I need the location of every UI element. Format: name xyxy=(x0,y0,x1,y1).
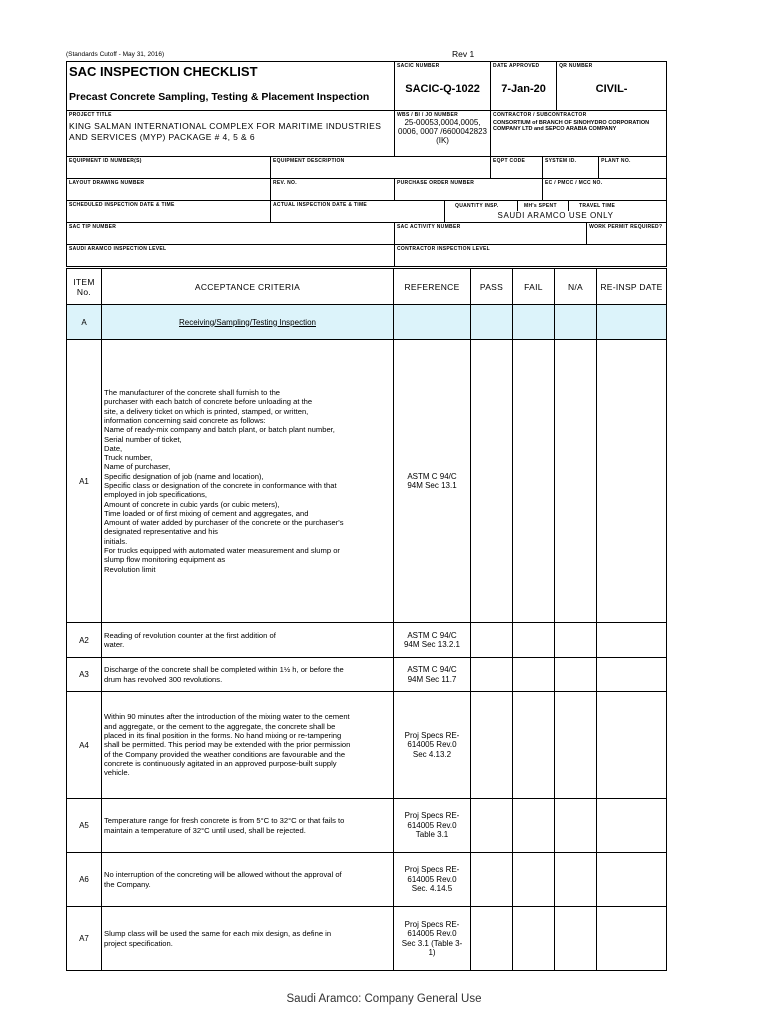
table-row xyxy=(67,907,667,971)
saudi-aramco-use-cell xyxy=(445,200,667,222)
layout-drawing-cell xyxy=(67,178,271,200)
table-row xyxy=(67,853,667,907)
checklist-subtitle: Precast Concrete Sampling, Testing & Placement Inspection xyxy=(69,90,370,103)
item-number: A2 xyxy=(67,623,102,658)
rev-no-cell xyxy=(271,178,395,200)
sac-activity-label: SAC ACTIVITY NUMBER xyxy=(397,223,461,230)
reference: Proj Specs RE- 614005 Rev.0 Sec 3.1 (Table 3- 1) xyxy=(394,907,471,971)
sched-inspection-label: SCHEDULED INSPECTION DATE & TIME xyxy=(69,201,175,208)
po-number-cell xyxy=(395,178,543,200)
re-insp-date-cell[interactable] xyxy=(597,799,667,853)
qr-number-label: QR NUMBER xyxy=(559,63,593,69)
reference: Proj Specs RE- 614005 Rev.0 Table 3.1 xyxy=(394,799,471,853)
revision: Rev 1 xyxy=(452,49,475,59)
item-number: A1 xyxy=(67,340,102,623)
re-insp-date-cell[interactable] xyxy=(597,853,667,907)
mh-spent-label: MH's SPENT xyxy=(517,201,568,211)
reference: ASTM C 94/C 94M Sec 11.7 xyxy=(394,658,471,692)
col-pass: PASS xyxy=(471,269,513,305)
project-title-label: PROJECT TITLE xyxy=(69,111,112,118)
table-row xyxy=(67,658,667,692)
equipment-id-label: EQUIPMENT ID NUMBER(S) xyxy=(69,157,142,164)
item-number: A7 xyxy=(67,907,102,971)
subtitle-cell xyxy=(67,82,395,110)
sacic-number-label: SACIC NUMBER xyxy=(397,63,440,69)
equipment-desc-label: EQUIPMENT DESCRIPTION xyxy=(273,157,345,164)
acceptance-criteria: The manufacturer of the concrete shall furnish to the purchaser with each batch of concrete before unloading at the site, a delivery ticket on which is printed, stamped, or written, information concerning said concrete as follows: Name of ready-mix company and batch plant, or batch plant number, Serial number of ticket, Date, Truck number, Name of purchaser, Specific designation of job (name and location), Specific class or designation of the concrete in conformance with that employed in job specifications, Amount of concrete in cubic yards (or cubic meters), Time loaded or of first mixing of cement and aggregates, and Amount of water added by purchaser of the concrete or the purchaser's designated representative and his initials. For trucks equipped with automated water measurement and slump or slump flow monitoring equipment as Revolution limit xyxy=(102,340,394,623)
sa-inspection-level-label: SAUDI ARAMCO INSPECTION LEVEL xyxy=(69,245,167,252)
wbs-value: 25-00053,0004,0005, 0006, 0007 /6600042823 (IK) xyxy=(398,117,488,145)
col-acceptance-criteria: ACCEPTANCE CRITERIA xyxy=(102,269,394,305)
header-table xyxy=(66,61,667,267)
item-number: A3 xyxy=(67,658,102,692)
project-title-cell xyxy=(67,110,395,156)
na-cell[interactable] xyxy=(555,658,597,692)
na-cell[interactable] xyxy=(555,623,597,658)
acceptance-criteria: Reading of revolution counter at the first addition of water. xyxy=(102,623,394,658)
reference: ASTM C 94/C 94M Sec 13.1 xyxy=(394,340,471,623)
re-insp-date-cell[interactable] xyxy=(597,907,667,971)
sacic-number-cell xyxy=(395,62,491,111)
fail-cell[interactable] xyxy=(513,692,555,799)
work-permit-label: WORK PERMIT REQUIRED? xyxy=(589,223,663,230)
pass-cell[interactable] xyxy=(471,340,513,623)
date-approved: 7-Jan-20 xyxy=(501,83,546,95)
fail-cell[interactable] xyxy=(513,853,555,907)
re-insp-date-cell[interactable] xyxy=(597,658,667,692)
pass-cell[interactable] xyxy=(471,907,513,971)
plant-no-label: PLANT NO. xyxy=(601,157,631,164)
contractor-inspection-level-label: CONTRACTOR INSPECTION LEVEL xyxy=(397,245,491,252)
rev-no-label: REV. NO. xyxy=(273,179,297,186)
re-insp-date-cell[interactable] xyxy=(597,340,667,623)
na-cell[interactable] xyxy=(555,853,597,907)
pass-cell[interactable] xyxy=(471,623,513,658)
pass-cell[interactable] xyxy=(471,799,513,853)
contractor-label: CONTRACTOR / SUBCONTRACTOR xyxy=(493,111,587,118)
fail-cell[interactable] xyxy=(513,907,555,971)
col-fail: FAIL xyxy=(513,269,555,305)
wbs-label: WBS / BI / JO NUMBER xyxy=(397,111,459,118)
section-row xyxy=(67,305,667,340)
table-row xyxy=(67,692,667,799)
col-na: N/A xyxy=(555,269,597,305)
eqpt-code-label: EQPT CODE xyxy=(493,157,526,164)
actual-inspection-label: ACTUAL INSPECTION DATE & TIME xyxy=(273,201,368,208)
project-title: KING SALMAN INTERNATIONAL COMPLEX FOR MARITIME INDUSTRIES AND SERVICES (MYP) PACKAGE # 4, 5 & 6 xyxy=(69,120,382,142)
acceptance-criteria: Temperature range for fresh concrete is from 5°C to 32°C or that fails to maintain a temperature of 32°C until used, shall be rejected. xyxy=(102,799,394,853)
na-cell[interactable] xyxy=(555,799,597,853)
layout-drawing-label: LAYOUT DRAWING NUMBER xyxy=(69,179,145,186)
sa-inspection-level-cell xyxy=(67,244,395,266)
sched-inspection-cell xyxy=(67,200,271,222)
date-approved-label: DATE APPROVED xyxy=(493,63,540,69)
wbs-cell xyxy=(395,110,491,156)
saudi-aramco-only: SAUDI ARAMCO USE ONLY xyxy=(497,210,614,220)
reference: ASTM C 94/C 94M Sec 13.2.1 xyxy=(394,623,471,658)
col-item: ITEM No. xyxy=(67,269,102,305)
col-reference: REFERENCE xyxy=(394,269,471,305)
fail-cell[interactable] xyxy=(513,340,555,623)
qr-number: CIVIL- xyxy=(595,83,628,95)
na-cell[interactable] xyxy=(555,692,597,799)
travel-time-label: TRAVEL TIME xyxy=(568,201,615,211)
table-row xyxy=(67,340,667,623)
acceptance-criteria: Discharge of the concrete shall be completed within 1½ h, or before the drum has revolved 300 revolutions. xyxy=(102,658,394,692)
contractor-value: CONSORTIUM of BRANCH OF SINOHYDRO CORPORATION COMPANY LTD and SEPCO ARABIA COMPANY xyxy=(493,119,650,132)
fail-cell[interactable] xyxy=(513,658,555,692)
system-id-label: SYSTEM ID. xyxy=(545,157,577,164)
col-re-insp-date: RE-INSP DATE xyxy=(597,269,667,305)
standards-cutoff: (Standards Cutoff - May 31, 2016) xyxy=(66,51,165,58)
sac-tip-label: SAC TIP NUMBER xyxy=(69,223,117,230)
fail-cell[interactable] xyxy=(513,623,555,658)
ec-label: EC / PMCC / MCC NO. xyxy=(545,179,603,186)
contractor-inspection-level-cell xyxy=(395,244,667,266)
equipment-id-cell xyxy=(67,156,271,178)
work-permit-cell xyxy=(587,222,667,244)
title-cell xyxy=(67,62,395,83)
quantity-insp-label: QUANTITY INSP. xyxy=(455,202,499,209)
na-cell[interactable] xyxy=(555,907,597,971)
po-number-label: PURCHASE ORDER NUMBER xyxy=(397,179,475,186)
acceptance-criteria: Slump class will be used the same for each mix design, as define in project specification. xyxy=(102,907,394,971)
re-insp-date-cell[interactable] xyxy=(597,623,667,658)
item-number: A5 xyxy=(67,799,102,853)
plant-no-cell xyxy=(599,156,667,178)
date-approved-cell xyxy=(491,62,557,111)
footer-classification: Saudi Aramco: Company General Use xyxy=(286,993,482,1005)
acceptance-criteria: No interruption of the concreting will be allowed without the approval of the Company. xyxy=(102,853,394,907)
system-id-cell xyxy=(543,156,599,178)
section-id: A xyxy=(67,305,102,340)
pass-cell[interactable] xyxy=(471,658,513,692)
checklist-table xyxy=(66,268,667,971)
fail-cell[interactable] xyxy=(513,799,555,853)
sac-tip-cell xyxy=(67,222,395,244)
section-title: Receiving/Sampling/Testing Inspection xyxy=(102,305,394,340)
contractor-cell xyxy=(491,110,667,156)
table-row xyxy=(67,623,667,658)
qr-number-cell xyxy=(557,62,667,111)
pass-cell[interactable] xyxy=(471,853,513,907)
actual-inspection-cell xyxy=(271,200,445,222)
equipment-desc-cell xyxy=(271,156,491,178)
pass-cell[interactable] xyxy=(471,692,513,799)
re-insp-date-cell[interactable] xyxy=(597,692,667,799)
na-cell[interactable] xyxy=(555,340,597,623)
sacic-number: SACIC-Q-1022 xyxy=(405,83,480,95)
item-number: A6 xyxy=(67,853,102,907)
acceptance-criteria: Within 90 minutes after the introduction of the mixing water to the cement and aggregate, or the cement to the aggregate, the concrete shall be placed in its final position in the forms. No hand mixing or re-tampering shall be permitted. This period may be extended with the prior permission of the Company provided the weather conditions are favourable and the concrete is continuously agitated in an approved purpose-built supply vehicle. xyxy=(102,692,394,799)
ec-cell xyxy=(543,178,667,200)
reference: Proj Specs RE- 614005 Rev.0 Sec. 4.14.5 xyxy=(394,853,471,907)
table-row xyxy=(67,799,667,853)
checklist-title: SAC INSPECTION CHECKLIST xyxy=(69,64,258,79)
eqpt-code-cell xyxy=(491,156,543,178)
reference: Proj Specs RE- 614005 Rev.0 Sec 4.13.2 xyxy=(394,692,471,799)
item-number: A4 xyxy=(67,692,102,799)
table-header-row xyxy=(67,269,667,305)
sac-activity-cell xyxy=(395,222,587,244)
